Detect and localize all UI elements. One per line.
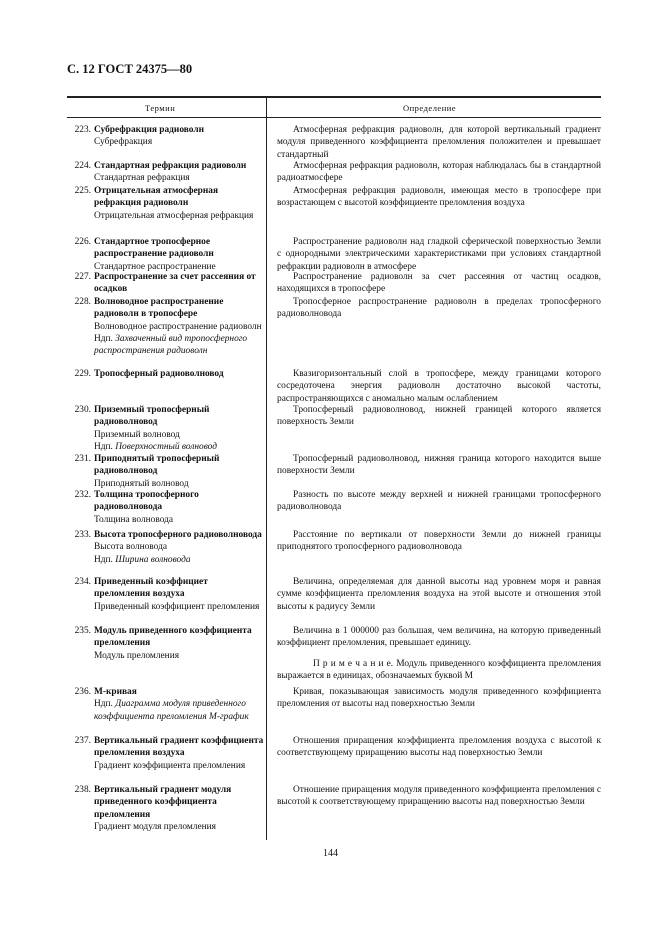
term-number: 224. <box>74 161 91 171</box>
term-title: М-кривая <box>94 687 137 697</box>
note-label: П р и м е ч а н и е. <box>313 658 394 669</box>
definition-cell <box>277 368 601 405</box>
term-title: Толщина тропосферного радиоволновода <box>94 490 199 513</box>
term-heading <box>67 686 265 698</box>
definition-cell <box>277 735 601 760</box>
term-number: 238. <box>74 785 91 795</box>
page-header: С. 12 ГОСТ 24375—80 <box>67 62 193 76</box>
deprecated-term-text: Ширина волновода <box>115 554 191 565</box>
definition-text: Атмосферная рефракция радиоволн, которая наблюдалась бы в стандартной радиоатмосфере <box>277 161 601 184</box>
deprecated-term <box>67 554 265 566</box>
definition-cell <box>277 404 601 429</box>
term-synonym: Градиент коэффициента преломления <box>94 760 246 771</box>
term-cell <box>67 185 265 222</box>
header-bottom-rule <box>67 117 601 118</box>
term-number: 228. <box>74 297 91 307</box>
term-title: Тропосферный радиоволновод <box>94 369 224 379</box>
term-cell <box>67 576 265 613</box>
term-synonym: Высота волновода <box>94 542 168 553</box>
definition-text: Атмосферная рефракция радиоволн, для которой вертикальный градиент модуля приведенного коэффициента преломления положителен и превышает стандартный <box>277 125 601 160</box>
ndp-label: Ндп. <box>94 699 113 710</box>
definition-text: Расстояние по вертикали от поверхности Земли до нижней границы приподнятого тропосферного радиоволновода <box>277 530 601 553</box>
definition-cell <box>277 784 601 809</box>
term-heading <box>67 368 265 380</box>
term-heading <box>67 576 265 601</box>
term-title: Вертикальный градиент коэффициента преломления воздуха <box>94 736 264 759</box>
term-cell <box>67 271 265 296</box>
definition-cell <box>277 625 601 682</box>
term-title: Высота тропосферного радиоволновода <box>94 530 262 540</box>
definition-text: Распространение радиоволн за счет рассеяния от частиц осадков, находящихся в тропосфере <box>277 272 601 295</box>
term-number: 233. <box>74 530 91 540</box>
definition-cell <box>277 236 601 273</box>
deprecated-term <box>67 333 265 358</box>
term-title: Распространение за счет рассеяния от осадков <box>94 272 256 295</box>
definition-text: Тропосферный радиоволновод, нижней границей которого является поверхность Земли <box>277 405 601 428</box>
term-heading <box>67 404 265 429</box>
term-heading <box>67 735 265 760</box>
deprecated-term-text: Захваченный вид тропосферного распространения радиоволн <box>94 333 248 357</box>
term-synonym: Приведенный коэффициент преломления <box>94 601 260 612</box>
table-top-rule <box>67 96 601 98</box>
term-heading <box>67 160 265 172</box>
deprecated-term <box>67 698 265 723</box>
term-heading <box>67 271 265 296</box>
definition-text: Величина, определяемая для данной высоты над уровнем моря и равная сумме коэффициента преломления воздуха на этой высоте и отношения этой высоты к радиусу Земли <box>277 577 601 612</box>
term-cell <box>67 296 265 357</box>
note-text: Модуль приведенного коэффициента преломления выражается в единицах, обозначаемых буквой М <box>277 658 602 681</box>
term-heading <box>67 489 265 514</box>
term-title: Приведенный коэффициет преломления воздуха <box>94 577 208 600</box>
term-synonym: Стандартное распространение <box>94 261 216 272</box>
term-number: 230. <box>74 405 91 415</box>
definition-text: Разность по высоте между верхней и нижней границами тропосферного радиоволновода <box>277 490 601 513</box>
definition-cell <box>277 271 601 296</box>
definition-cell <box>277 160 601 185</box>
ndp-label: Ндп. <box>94 333 113 344</box>
definition-text: Отношения приращения коэффициента преломления воздуха с высотой к соответствующему приращению высоты над поверхностью Земли <box>277 736 601 759</box>
term-title: Стандартная рефракция радиоволн <box>94 161 247 171</box>
term-synonym: Субрефракция <box>94 137 153 148</box>
definition-cell <box>277 576 601 613</box>
term-heading <box>67 124 265 136</box>
ndp-label: Ндп. <box>94 441 113 452</box>
term-cell <box>67 236 265 273</box>
definition-column-header: Определение <box>403 103 457 113</box>
term-synonym: Приземный волновод <box>94 429 180 440</box>
definition-cell <box>277 489 601 514</box>
term-column-header: Термин <box>145 103 176 113</box>
term-cell <box>67 529 265 566</box>
definition-cell <box>277 453 601 478</box>
term-cell <box>67 404 265 453</box>
term-number: 232. <box>74 490 91 500</box>
term-title: Приподнятый тропосферный радиоволновод <box>94 454 220 477</box>
term-cell <box>67 784 265 833</box>
term-heading <box>67 625 265 650</box>
term-number: 226. <box>74 237 91 247</box>
definition-cell <box>277 296 601 321</box>
term-synonym: Отрицательная атмосферная рефракция <box>94 210 254 221</box>
deprecated-term-text: Поверхностный волновод <box>115 441 217 452</box>
term-synonym: Волноводное распространение радиоволн <box>94 321 262 332</box>
definition-text: Тропосферное распространение радиоволн в пределах тропосферного радиоволновода <box>277 297 601 320</box>
term-synonym: Стандартная рефракция <box>94 173 190 184</box>
term-heading <box>67 296 265 321</box>
term-number: 223. <box>74 125 91 135</box>
term-cell <box>67 735 265 772</box>
term-heading <box>67 185 265 210</box>
page-number: 144 <box>323 848 338 859</box>
term-cell <box>67 686 265 723</box>
definition-text: Кривая, показывающая зависимость модуля приведенного коэффициента преломления от высоты над поверхностью Земли <box>277 687 601 710</box>
term-number: 234. <box>74 577 91 587</box>
term-synonym: Толщина волновода <box>94 514 174 525</box>
term-heading <box>67 784 265 821</box>
term-number: 236. <box>74 687 91 697</box>
term-number: 237. <box>74 736 91 746</box>
term-cell <box>67 160 265 185</box>
term-number: 231. <box>74 454 91 464</box>
deprecated-term <box>67 441 265 453</box>
term-cell <box>67 625 265 662</box>
definition-text: Атмосферная рефракция радиоволн, имеющая место в тропосфере при возрастающем с высотой коэффициенте преломления воздуха <box>277 186 601 209</box>
term-number: 235. <box>74 626 91 636</box>
definition-text: Величина в 1 000000 раз большая, чем величина, на которую приведенный коэффициент преломления, превышает единицу. <box>277 626 601 649</box>
term-number: 227. <box>74 272 91 282</box>
term-title: Волноводное распространение радиоволн в тропосфере <box>94 297 224 320</box>
definition-text: Квазигоризонтальный слой в тропосфере, между границами которого сосредоточена энергия радиоволн достаточно высокой частоты, распространяющихся с аномально малым ослаблением <box>277 369 601 404</box>
definition-note <box>277 658 601 683</box>
term-synonym: Приподнятый волновод <box>94 478 189 489</box>
definition-cell <box>277 124 601 161</box>
term-heading <box>67 236 265 261</box>
term-title: Вертикальный градиент модуля приведенного коэффициента преломления <box>94 785 232 820</box>
deprecated-term-text: Диаграмма модуля приведенного коэффициента преломления М-график <box>94 699 249 722</box>
term-title: Стандартное тропосферное распространение радиоволн <box>94 237 214 260</box>
term-synonym: Модуль преломления <box>94 650 180 661</box>
definition-text: Распространение радиоволн над гладкой сферической поверхностью Земли с однородными электрическими характеристиками при условиях стандартной рефракции радиоволн в атмосфере <box>277 237 601 272</box>
definition-text: Отношение приращения модуля приведенного коэффициента преломления с высотой к соответствующему приращению высоты над поверхностью Земли <box>277 785 601 808</box>
definition-cell <box>277 529 601 554</box>
definition-cell <box>277 185 601 210</box>
term-heading <box>67 453 265 478</box>
term-synonym: Градиент модуля преломления <box>94 821 216 832</box>
term-title: Субрефракция радиоволн <box>94 125 205 135</box>
term-cell <box>67 489 265 526</box>
term-title: Отрицательная атмосферная рефракция радиоволн <box>94 186 219 209</box>
term-cell <box>67 124 265 149</box>
term-title: Приземный тропосферный радиоволновод <box>94 405 210 428</box>
term-number: 229. <box>74 369 91 379</box>
definition-text: Тропосферный радиоволновод, нижняя граница которого находится выше поверхности Земли <box>277 454 601 477</box>
column-divider <box>266 96 267 840</box>
ndp-label: Ндп. <box>94 554 113 565</box>
term-number: 225. <box>74 186 91 196</box>
term-cell <box>67 453 265 490</box>
definition-cell <box>277 686 601 711</box>
term-title: Модуль приведенного коэффициента преломления <box>94 626 252 649</box>
term-heading <box>67 529 265 541</box>
term-cell <box>67 368 265 380</box>
